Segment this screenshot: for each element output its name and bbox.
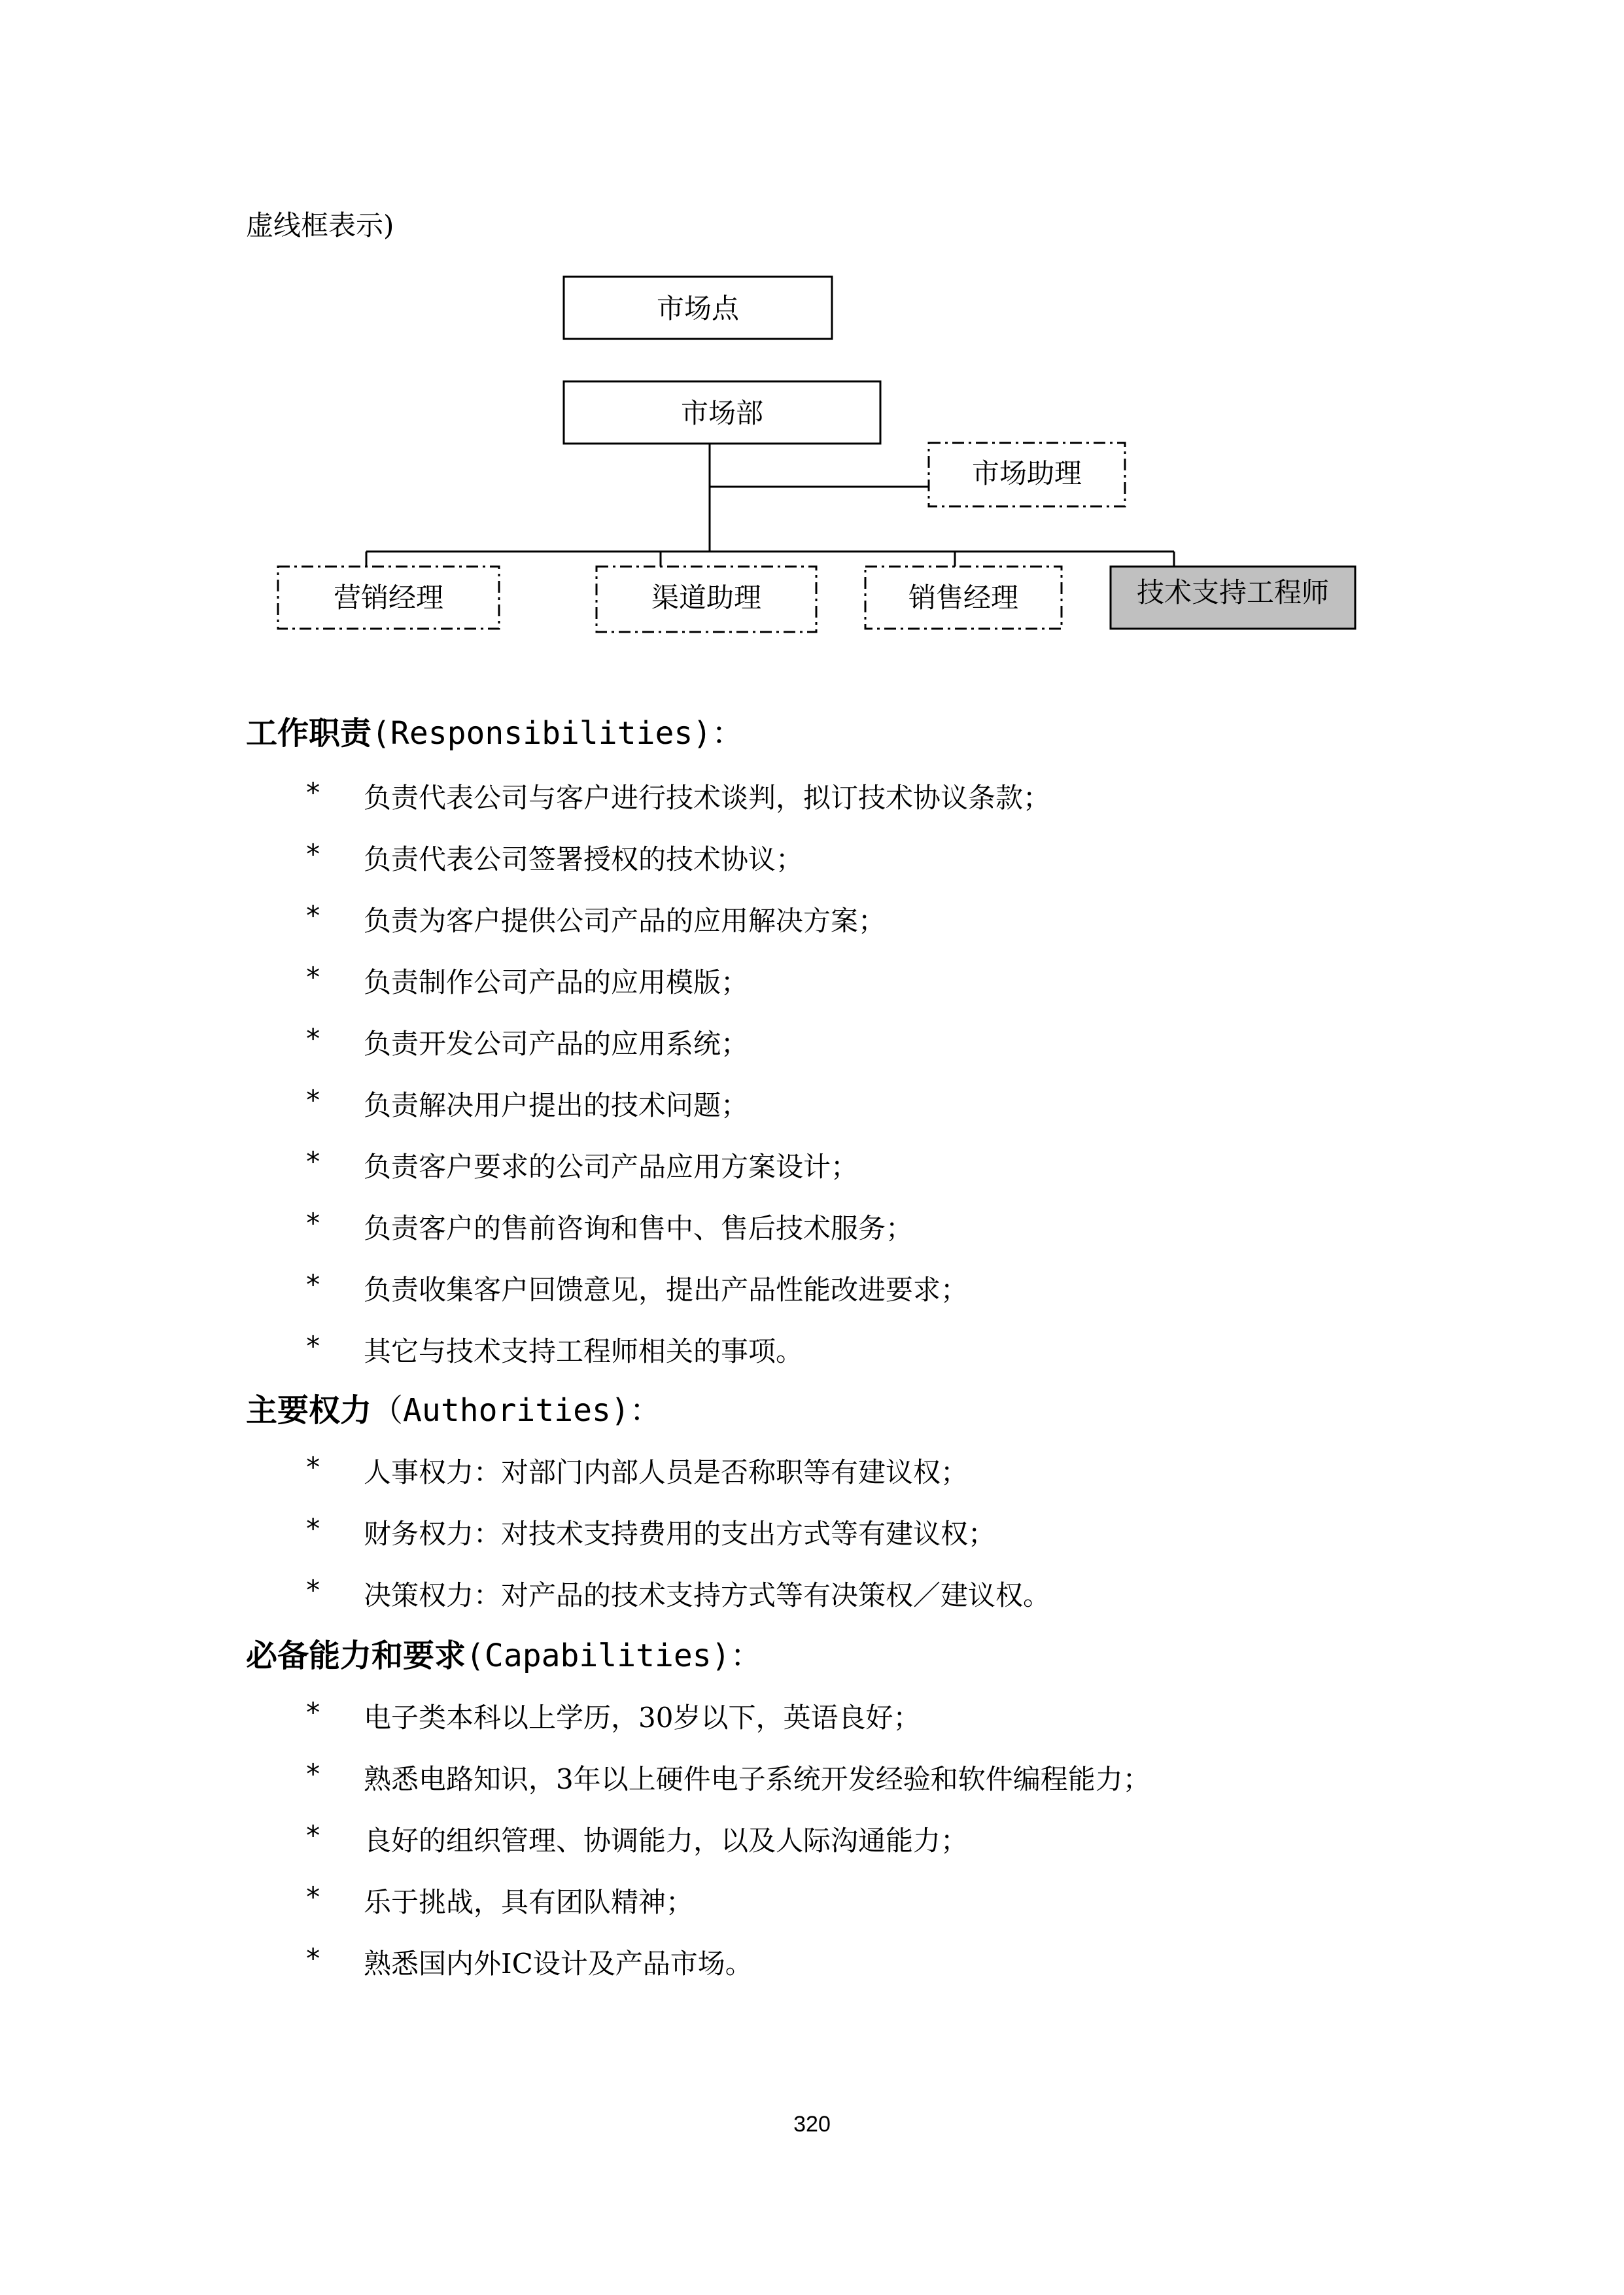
list-item-text: 负责代表公司与客户进行技术谈判，拟订技术协议条款； bbox=[364, 782, 1051, 814]
list-item bbox=[305, 1084, 748, 1123]
list-item-text: 负责代表公司签署授权的技术协议； bbox=[364, 843, 804, 875]
bullet-star-icon: * bbox=[305, 838, 322, 870]
list-item-text: 负责为客户提供公司产品的应用解决方案； bbox=[364, 905, 886, 937]
bullet-star-icon: * bbox=[305, 1819, 322, 1851]
heading-authorities-en: （Authorities)： bbox=[371, 1392, 661, 1429]
list-item-text: 负责开发公司产品的应用系统； bbox=[364, 1028, 749, 1060]
list-item-text: 负责制作公司产品的应用模版； bbox=[364, 966, 749, 998]
list-item-text: 熟悉电路知识，3年以上硬件电子系统开发经验和软件编程能力； bbox=[364, 1763, 1150, 1795]
bullet-star-icon: * bbox=[305, 1023, 322, 1055]
bullet-star-icon: * bbox=[305, 900, 322, 932]
list-item bbox=[305, 1451, 968, 1490]
list-item bbox=[305, 1023, 748, 1062]
heading-capabilities bbox=[246, 1630, 762, 1675]
heading-capabilities-en: (Capabilities)： bbox=[466, 1638, 762, 1674]
list-item bbox=[305, 961, 748, 1000]
box-channel-assistant-label: 渠道助理 bbox=[651, 582, 762, 614]
bullet-star-icon: * bbox=[305, 1942, 322, 1974]
bullet-star-icon: * bbox=[305, 777, 322, 809]
bullet-star-icon: * bbox=[305, 1758, 322, 1790]
heading-authorities-cn: 主要权力 bbox=[246, 1392, 372, 1429]
bullet-star-icon: * bbox=[305, 1881, 322, 1913]
bullet-star-icon: * bbox=[305, 1084, 322, 1116]
list-item-text: 熟悉国内外IC设计及产品市场。 bbox=[364, 1948, 753, 1980]
bullet-star-icon: * bbox=[305, 1146, 322, 1178]
list-item bbox=[305, 838, 803, 877]
list-item-text: 其它与技术支持工程师相关的事项。 bbox=[364, 1335, 804, 1367]
bullet-star-icon: * bbox=[305, 1269, 322, 1301]
list-item bbox=[305, 777, 1050, 816]
box-market-dept-label: 市场部 bbox=[680, 397, 764, 429]
list-item-text: 乐于挑战，具有团队精神； bbox=[364, 1886, 694, 1918]
list-item bbox=[305, 1330, 803, 1369]
bullet-star-icon: * bbox=[305, 1696, 322, 1728]
box-tech-support-engineer-label: 技术支持工程师 bbox=[1136, 576, 1330, 608]
bullet-star-icon: * bbox=[305, 1451, 322, 1483]
heading-responsibilities-cn: 工作职责 bbox=[246, 715, 372, 752]
heading-capabilities-cn: 必备能力和要求 bbox=[246, 1638, 466, 1674]
list-item bbox=[305, 1146, 858, 1185]
bullet-star-icon: * bbox=[305, 1513, 322, 1545]
list-item-text: 人事权力：对部门内部人员是否称职等有建议权； bbox=[364, 1456, 969, 1488]
list-item bbox=[305, 1269, 968, 1308]
org-chart bbox=[0, 0, 1624, 654]
list-item-text: 良好的组织管理、协调能力，以及人际沟通能力； bbox=[364, 1825, 969, 1857]
heading-responsibilities-en: (Responsibilities)： bbox=[371, 715, 744, 752]
intro-text: 虚线框表示) bbox=[246, 209, 394, 241]
box-marketing-manager-label: 营销经理 bbox=[333, 582, 444, 614]
list-item bbox=[305, 900, 886, 939]
heading-authorities bbox=[246, 1385, 661, 1430]
list-item-text: 电子类本科以上学历，30岁以下，英语良好； bbox=[364, 1702, 921, 1734]
box-market-point-label: 市场点 bbox=[656, 292, 740, 324]
list-item-text: 负责客户要求的公司产品应用方案设计； bbox=[364, 1151, 859, 1183]
list-item-text: 负责解决用户提出的技术问题； bbox=[364, 1089, 749, 1121]
bullet-star-icon: * bbox=[305, 1207, 322, 1239]
list-item bbox=[305, 1696, 920, 1736]
list-item bbox=[305, 1942, 753, 1982]
bullet-star-icon: * bbox=[305, 961, 322, 993]
list-item-text: 负责客户的售前咨询和售中、售后技术服务； bbox=[364, 1212, 914, 1244]
bullet-star-icon: * bbox=[305, 1330, 322, 1362]
list-item bbox=[305, 1819, 968, 1859]
list-item-text: 决策权力：对产品的技术支持方式等有决策权／建议权。 bbox=[364, 1579, 1051, 1611]
box-sales-manager-label: 销售经理 bbox=[908, 582, 1019, 614]
page-number: 320 bbox=[793, 2112, 831, 2137]
list-item bbox=[305, 1513, 995, 1552]
bullet-star-icon: * bbox=[305, 1574, 322, 1606]
list-item bbox=[305, 1207, 913, 1246]
box-market-assistant-label: 市场助理 bbox=[971, 457, 1082, 489]
heading-responsibilities bbox=[246, 708, 743, 753]
list-item bbox=[305, 1758, 1150, 1797]
list-item-text: 财务权力：对技术支持费用的支出方式等有建议权； bbox=[364, 1518, 996, 1550]
list-item-text: 负责收集客户回馈意见，提出产品性能改进要求； bbox=[364, 1274, 969, 1306]
list-item bbox=[305, 1881, 693, 1920]
list-item bbox=[305, 1574, 1050, 1613]
